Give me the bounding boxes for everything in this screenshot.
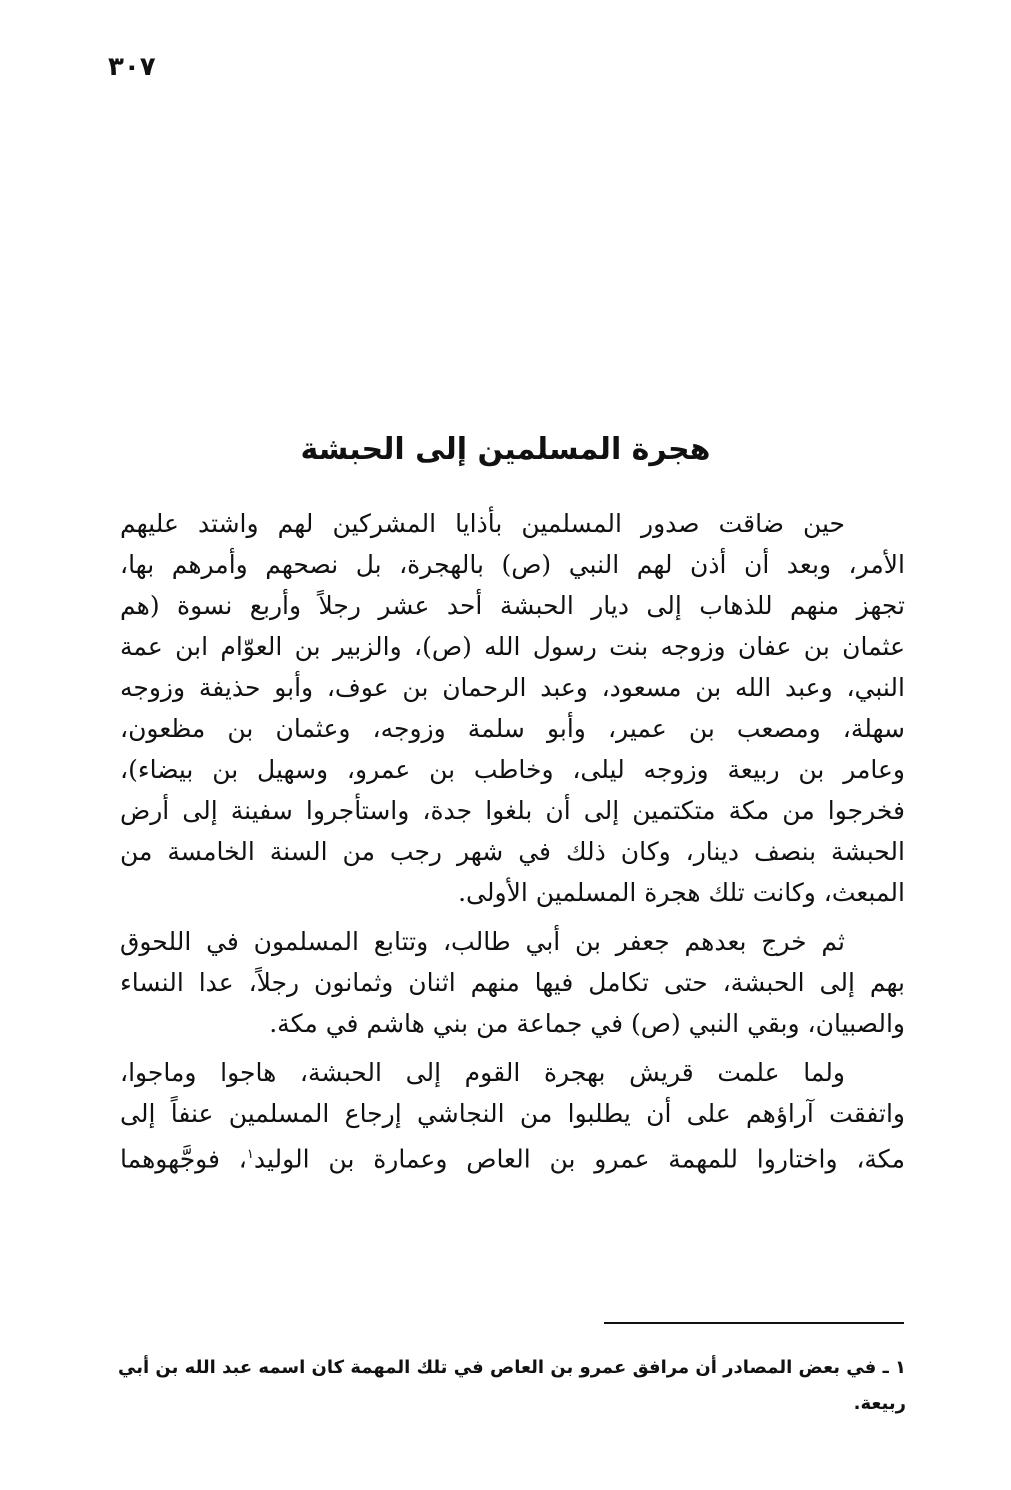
footnote-separator [604, 1322, 904, 1324]
text-line: النبي، وعبد الله بن مسعود، وعبد الرحمان بن عوف، وأبو حذيفة وزوجه [120, 673, 905, 702]
text-line: عثمان بن عفان وزوجه بنت رسول الله (ص)، والزبير بن العوّام ابن عمة [120, 632, 905, 661]
page-number: ٣٠٧ [108, 52, 156, 82]
text-line: بهم إلى الحبشة، حتى تكامل فيها منهم اثنان وثمانون رجلاً، عدا النساء [120, 968, 905, 997]
text-line: واتفقت آراؤهم على أن يطلبوا من النجاشي إرجاع المسلمين عنفاً إلى [120, 1099, 905, 1128]
footnote-reference[interactable]: ١ [246, 1147, 254, 1162]
paragraph-3 [120, 1052, 905, 1175]
text-line: فخرجوا من مكة متكتمين إلى أن بلغوا جدة، واستأجروا سفينة إلى أرض [120, 796, 905, 825]
text-line: سهلة، ومصعب بن عمير، وأبو سلمة وزوجه، وعثمان بن مظعون، [120, 714, 905, 743]
paragraph-2 [120, 921, 905, 1044]
text-line: المبعث، وكانت تلك هجرة المسلمين الأولى. [458, 878, 905, 907]
paragraph-gap [120, 913, 905, 921]
text-line: الحبشة بنصف دينار، وكان ذلك في شهر رجب من السنة الخامسة من [120, 837, 905, 866]
footnote [118, 1350, 906, 1422]
text-line: الأمر، وبعد أن أذن لهم النبي (ص) بالهجرة، بل نصحهم وأمرهم بها، [120, 550, 905, 579]
text-segment: ، فوجَّهوهما [120, 1144, 247, 1174]
text-line: وعامر بن ربيعة وزوجه ليلى، وخاطب بن عمرو، وسهيل بن بيضاء)، [120, 755, 905, 784]
text-line: والصبيان، وبقي النبي (ص) في جماعة من بني هاشم في مكة. [269, 1009, 905, 1038]
footnote-line: ربيعة. [853, 1393, 906, 1414]
text-line: تجهز منهم للذهاب إلى ديار الحبشة أحد عشر رجلاً وأربع نسوة (هم [120, 591, 905, 620]
text-line: ثم خرج بعدهم جعفر بن أبي طالب، وتتابع المسلمون في اللحوق [120, 927, 845, 956]
footnote-line: ١ ـ في بعض المصادر أن مرافق عمرو بن العاص في تلك المهمة كان اسمه عبد الله بن أبي [118, 1357, 906, 1378]
chapter-title: هجرة المسلمين إلى الحبشة [300, 432, 711, 467]
text-line: حين ضاقت صدور المسلمين بأذايا المشركين لهم واشتد عليهم [120, 509, 845, 538]
paragraph-gap [120, 1044, 905, 1052]
text-line [120, 1134, 905, 1175]
paragraph-1 [120, 503, 905, 913]
text-segment: مكة، واختاروا للمهمة عمرو بن العاص وعمارة بن الوليد [253, 1144, 905, 1174]
body-text [120, 503, 905, 1175]
text-line: ولما علمت قريش بهجرة القوم إلى الحبشة، هاجوا وماجوا، [120, 1058, 845, 1087]
